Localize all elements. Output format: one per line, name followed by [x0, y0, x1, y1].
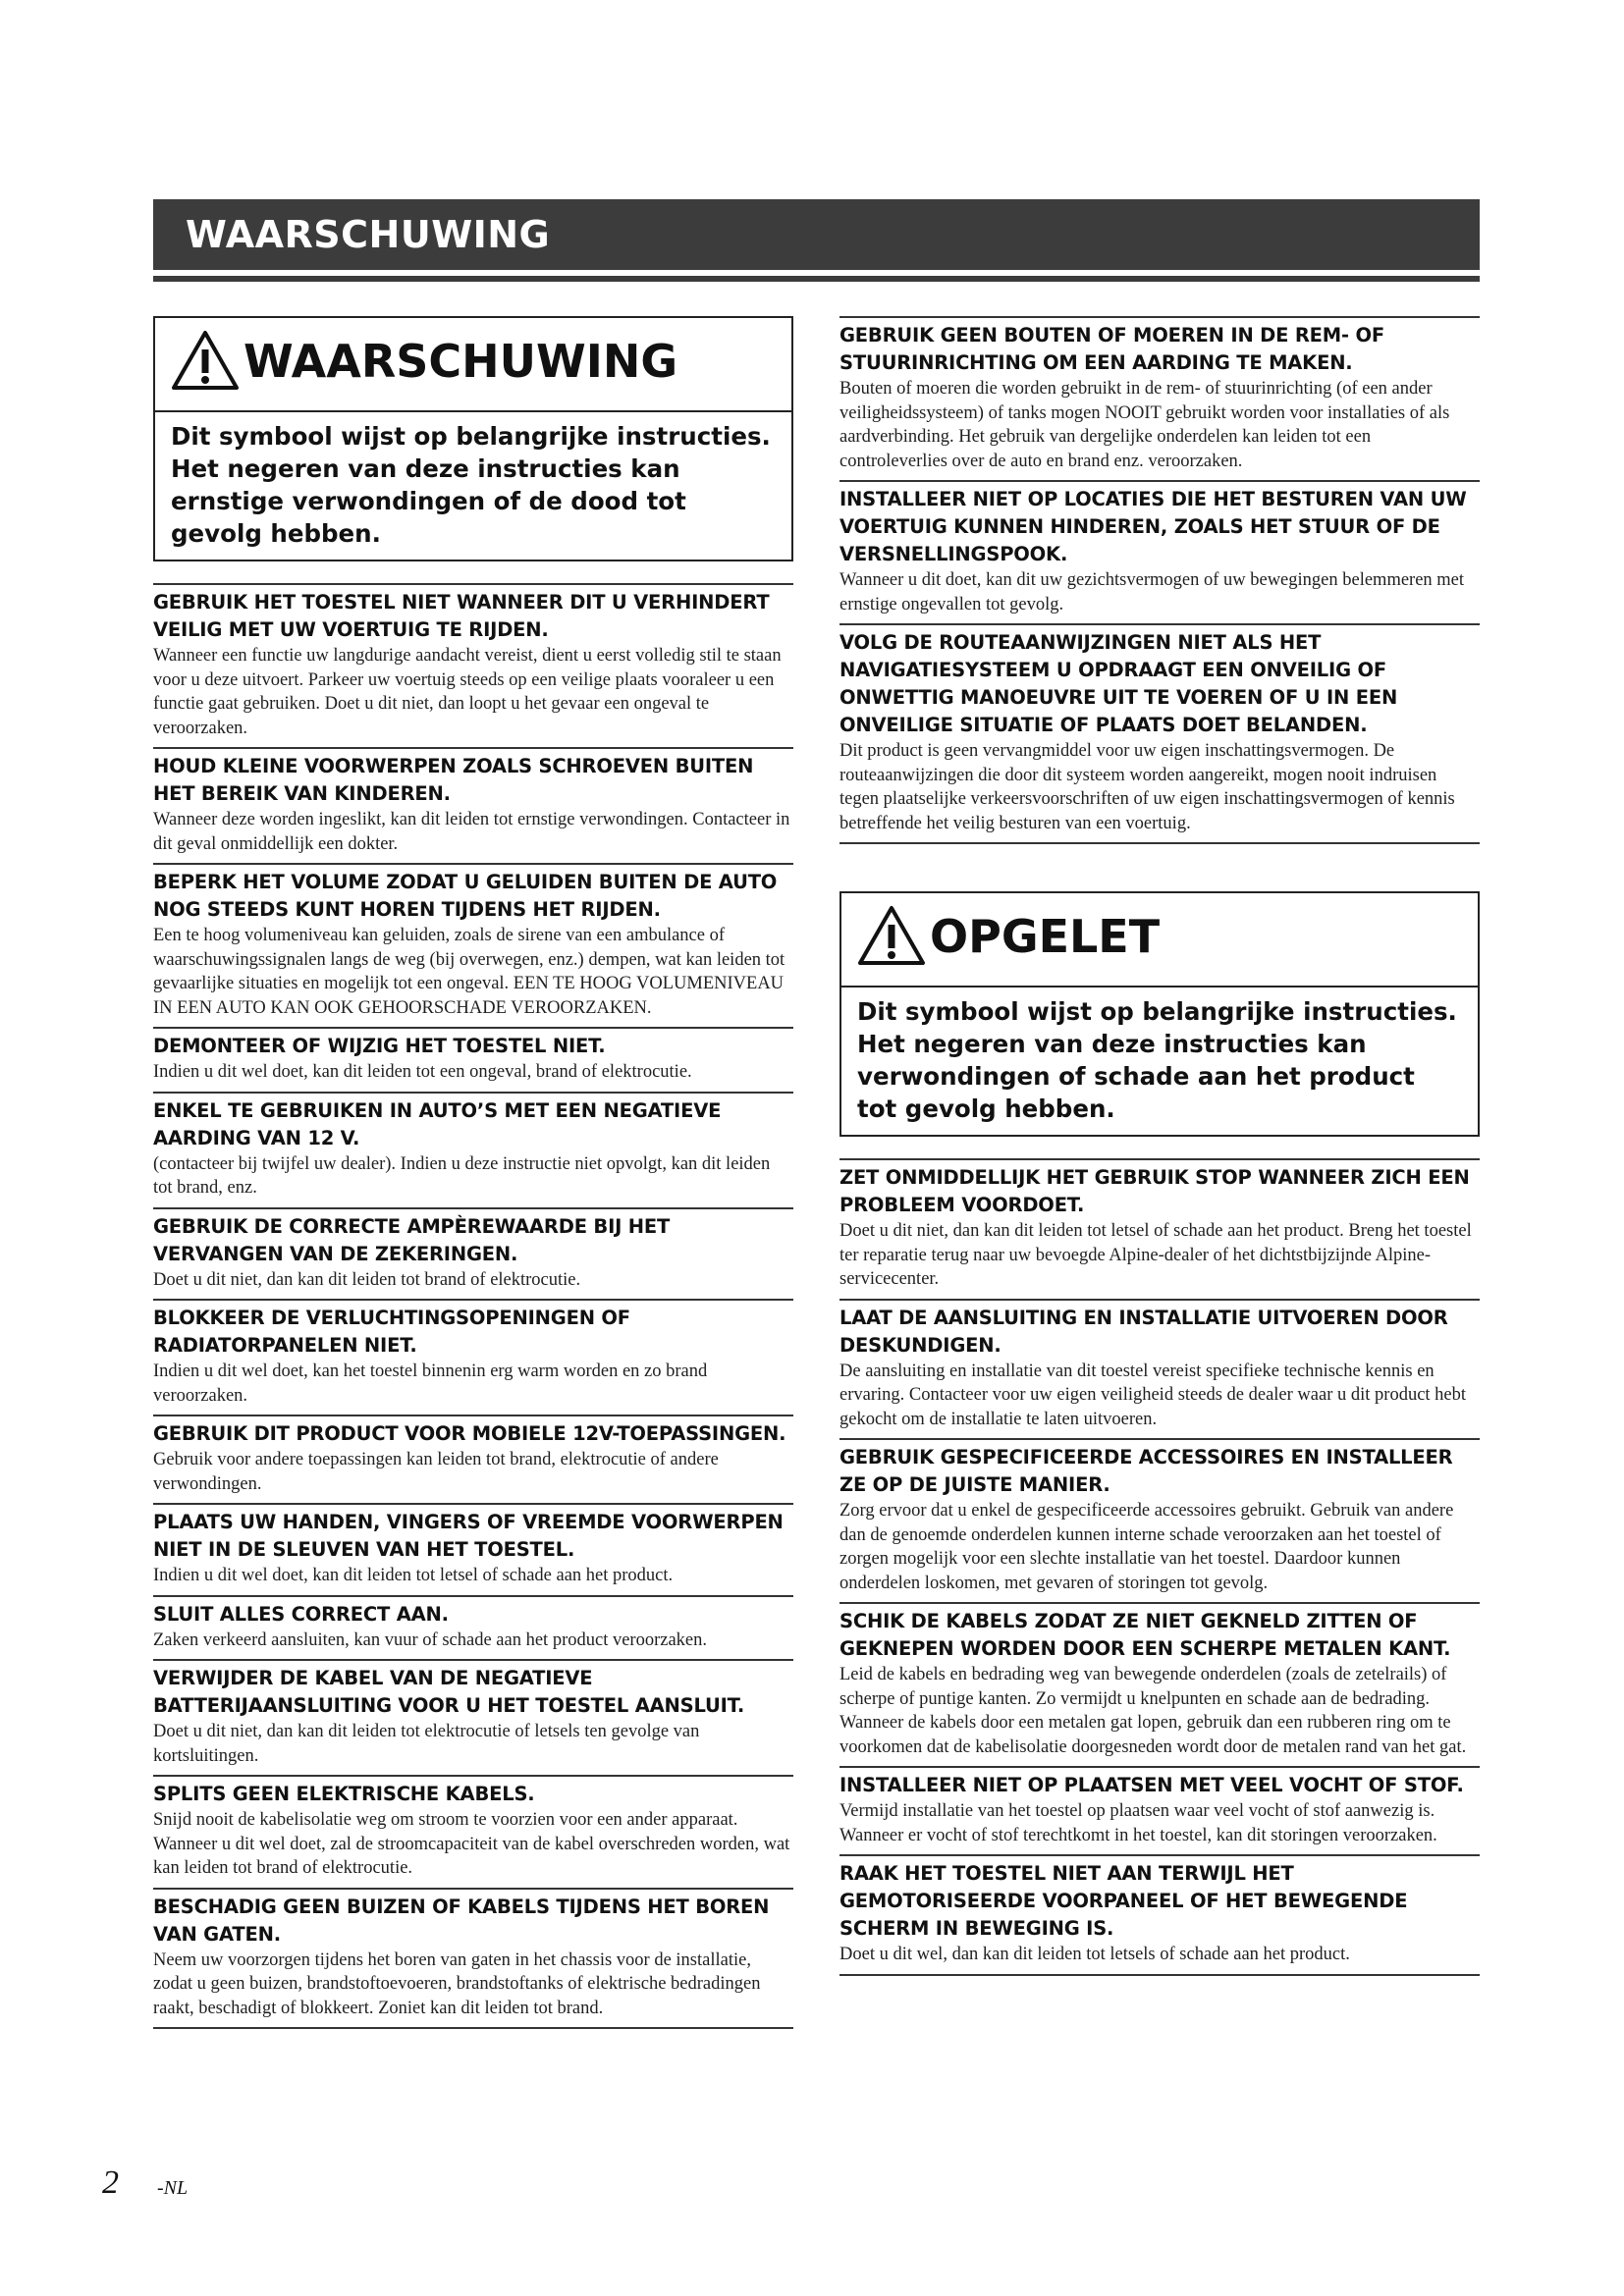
banner-rule: [153, 276, 1480, 282]
warning-triangle-icon: [171, 330, 240, 391]
safety-item-title: SCHIK DE KABELS ZODAT ZE NIET GEKNELD ZITTEN OF GEKNEPEN WORDEN DOOR EEN SCHERPE METALEN KANT.: [839, 1610, 1451, 1660]
safety-item-title: VOLG DE ROUTEAANWIJZINGEN NIET ALS HET NAVIGATIESYSTEEM U OPDRAAGT EEN ONVEILIG OF ONWETTIG MANOEUVRE UIT TE VOEREN OF U IN EEN ONVEILIGE SITUATIE OF PLAATS DOET BELANDEN.: [839, 631, 1398, 736]
safety-item-title: INSTALLEER NIET OP PLAATSEN MET VEEL VOCHT OF STOF.: [839, 1774, 1464, 1796]
warning-callout-title: WAARSCHUWING: [244, 335, 678, 388]
caution-callout: [839, 891, 1480, 1137]
safety-item-body: Indien u dit wel doet, kan het toestel binnenin erg warm worden en zo brand veroorzaken.: [153, 1362, 708, 1406]
safety-item-title: LAAT DE AANSLUITING EN INSTALLATIE UITVOEREN DOOR DESKUNDIGEN.: [839, 1306, 1448, 1357]
page-language-suffix: -NL: [157, 2177, 189, 2199]
safety-item: [839, 1299, 1480, 1439]
safety-item: [839, 623, 1480, 844]
caution-list: [839, 1158, 1480, 1976]
safety-item-title: VERWIJDER DE KABEL VAN DE NEGATIEVE BATTERIJAANSLUITING VOOR U HET TOESTEL AANSLUIT.: [153, 1667, 745, 1717]
safety-item-title: ZET ONMIDDELLIJK HET GEBRUIK STOP WANNEER ZICH EEN PROBLEEM VOORDOET.: [839, 1166, 1470, 1216]
safety-item: [839, 480, 1480, 623]
safety-item-body: Neem uw voorzorgen tijdens het boren van gaten in het chassis voor de installatie, zodat u geen buizen, brandstoftoevoeren, brandstoftanks of elektrische bedradingen raakt, beschadigt of blokkeert. Zoniet kan dit leiden tot brand.: [153, 1949, 761, 2018]
safety-item-title: PLAATS UW HANDEN, VINGERS OF VREEMDE VOORWERPEN NIET IN DE SLEUVEN VAN HET TOESTEL.: [153, 1511, 784, 1561]
safety-item-title: GEBRUIK DIT PRODUCT VOOR MOBIELE 12V-TOEPASSINGEN.: [153, 1422, 786, 1445]
safety-item-body: Indien u dit wel doet, kan dit leiden tot letsel of schade aan het product.: [153, 1566, 674, 1585]
safety-item: [839, 1766, 1480, 1854]
left-column: [153, 316, 793, 2029]
safety-item-title: BLOKKEER DE VERLUCHTINGSOPENINGEN OF RADIATORPANELEN NIET.: [153, 1307, 630, 1357]
safety-item-body: Wanneer een functie uw langdurige aandacht vereist, dient u eerst volledig stil te staan voor u deze uitvoert. Parkeer uw voertuig steeds op een veilige plaats vooraleer u een functie gaat gebruiken. Doet u dit niet, dan loopt u het gevaar een ongeval te veroorzaken.: [153, 646, 782, 738]
warning-callout-text: Dit symbool wijst op belangrijke instructies. Het negeren van deze instructies kan ernstige verwondingen of de dood tot gevolg hebben.: [155, 410, 791, 560]
warning-triangle-icon: [857, 905, 926, 966]
safety-item-title: GEBRUIK GEEN BOUTEN OF MOEREN IN DE REM- OF STUURINRICHTING OM EEN AARDING TE MAKEN.: [839, 324, 1384, 374]
safety-item-body: Snijd nooit de kabelisolatie weg om stroom te voorzien voor een ander apparaat. Wanneer u dit wel doet, zal de stroomcapaciteit van de kabel overschreden worden, wat kan leiden tot brand of elektrocutie.: [153, 1810, 790, 1878]
safety-item-title: SLUIT ALLES CORRECT AAN.: [153, 1602, 449, 1626]
safety-item-title: SPLITS GEEN ELEKTRISCHE KABELS.: [153, 1783, 535, 1805]
safety-item-title: DEMONTEER OF WIJZIG HET TOESTEL NIET.: [153, 1035, 606, 1057]
safety-item-title: RAAK HET TOESTEL NIET AAN TERWIJL HET GEMOTORISEERDE VOORPANEEL OF HET BEWEGENDE SCHERM IN BEWEGING IS.: [839, 1862, 1408, 1940]
safety-item: [153, 1415, 793, 1503]
safety-item: [153, 583, 793, 747]
page-banner: WAARSCHUWING: [153, 199, 1480, 270]
safety-item-body: Gebruik voor andere toepassingen kan leiden tot brand, elektrocutie of andere verwondingen.: [153, 1450, 719, 1494]
safety-item: [153, 1775, 793, 1888]
warning-callout-header: [155, 318, 791, 410]
safety-item: [153, 1092, 793, 1207]
right-warning-list: [839, 316, 1480, 844]
safety-item-body: Doet u dit niet, dan kan dit leiden tot elektrocutie of letsels ten gevolge van kortsluitingen.: [153, 1722, 700, 1766]
safety-item-title: BEPERK HET VOLUME ZODAT U GELUIDEN BUITEN DE AUTO NOG STEEDS KUNT HOREN TIJDENS HET RIJDEN.: [153, 871, 778, 921]
safety-item-title: BESCHADIG GEEN BUIZEN OF KABELS TIJDENS HET BOREN VAN GATEN.: [153, 1895, 770, 1946]
safety-item: [153, 1659, 793, 1775]
warning-callout: [153, 316, 793, 561]
safety-item: [153, 1595, 793, 1660]
caution-callout-text: Dit symbool wijst op belangrijke instructies. Het negeren van deze instructies kan verwondingen of schade aan het product tot gevolg hebben.: [841, 986, 1478, 1135]
right-column: [839, 316, 1480, 1976]
safety-item-body: Een te hoog volumeniveau kan geluiden, zoals de sirene van een ambulance of waarschuwingssignalen langs de weg (bij overwegen, enz.) dempen, wat kan leiden tot gevaarlijke situaties en mogelijk tot een ongeval. EEN TE HOOG VOLUMENIVEAU IN EEN AUTO KAN OOK GEHOORSCHADE VEROORZAKEN.: [153, 926, 785, 1018]
safety-item-body: (contacteer bij twijfel uw dealer). Indien u deze instructie niet opvolgt, kan dit leiden tot brand, enz.: [153, 1153, 771, 1198]
safety-item-body: Doet u dit niet, dan kan dit leiden tot letsel of schade aan het product. Breng het toestel ter reparatie terug naar uw bevoegde Alpine-dealer of het dichtstbijzijnde Alpine-servicecenter.: [839, 1221, 1472, 1289]
left-warning-list: [153, 583, 793, 2029]
safety-item: [153, 1207, 793, 1300]
safety-item-body: Zorg ervoor dat u enkel de gespecificeerde accessoires gebruikt. Gebruik van andere dan de genoemde onderdelen kunnen interne schade veroorzaken aan het toestel of zorgen mogelijk voor een slechte installatie van het toestel. Daardoor kunnen onderdelen loskomen, met gevaren of storingen tot gevolg.: [839, 1501, 1454, 1593]
safety-item-body: Indien u dit wel doet, kan dit leiden tot een ongeval, brand of elektrocutie.: [153, 1062, 692, 1082]
safety-item: [153, 1888, 793, 2030]
safety-item-body: Zaken verkeerd aansluiten, kan vuur of schade aan het product veroorzaken.: [153, 1629, 707, 1650]
caution-callout-title: OPGELET: [930, 910, 1161, 963]
page-number: 2: [102, 2164, 119, 2201]
safety-item: [153, 1299, 793, 1415]
safety-item-body: Wanneer u dit doet, kan dit uw gezichtsvermogen of uw bewegingen belemmeren met ernstige ongevallen tot gevolg.: [839, 570, 1465, 614]
caution-callout-header: [841, 893, 1478, 986]
safety-item-title: INSTALLEER NIET OP LOCATIES DIE HET BESTUREN VAN UW VOERTUIG KUNNEN HINDEREN, ZOALS HET STUUR OF DE VERSNELLINGSPOOK.: [839, 488, 1467, 565]
safety-item: [153, 1503, 793, 1595]
safety-item: [153, 863, 793, 1027]
safety-item-body: Vermijd installatie van het toestel op plaatsen waar veel vocht of stof aanwezig is. Wanneer er vocht of stof terechtkomt in het toestel, kan dit storingen veroorzaken.: [839, 1801, 1437, 1845]
safety-item-body: Wanneer deze worden ingeslikt, kan dit leiden tot ernstige verwondingen. Contacteer in dit geval onmiddellijk een dokter.: [153, 810, 790, 854]
safety-item: [153, 747, 793, 863]
safety-item: [839, 316, 1480, 480]
safety-item-title: GEBRUIK DE CORRECTE AMPÈREWAARDE BIJ HET VERVANGEN VAN DE ZEKERINGEN.: [153, 1214, 671, 1265]
safety-item-body: Bouten of moeren die worden gebruikt in de rem- of stuurinrichting (of een ander veiligheidssysteem) of tanks mogen NOOIT gebruikt worden voor installaties of als aardverbinding. Het gebruik van dergelijke onderdelen kan leiden tot een controleverlies over de auto en brand enz. veroorzaken.: [839, 379, 1450, 471]
safety-item: [839, 1602, 1480, 1766]
safety-item: [839, 1158, 1480, 1299]
safety-item: [839, 1438, 1480, 1602]
safety-item-body: Leid de kabels en bedrading weg van bewegende onderdelen (zoals de zetelrails) of scherpe of puntige kanten. Zo vermijdt u knelpunten en schade aan de bedrading. Wanneer de kabels door een metalen gat lopen, gebruik dan een rubberen ring om te voorkomen dat de kabelisolatie doorgesneden wordt door de metalen rand van het gat.: [839, 1665, 1467, 1757]
safety-item-body: Dit product is geen vervangmiddel voor uw eigen inschattingsvermogen. De routeaanwijzingen die door dit systeem worden aangereikt, mogen nooit indruisen tegen plaatselijke verkeersvoorschriften of uw eigen inschattingsvermogen of kennis betreffende het veilig besturen van een voertuig.: [839, 741, 1455, 833]
safety-item: [153, 1027, 793, 1092]
safety-item-body: Doet u dit niet, dan kan dit leiden tot brand of elektrocutie.: [153, 1269, 581, 1290]
safety-item-body: Doet u dit wel, dan kan dit leiden tot letsels of schade aan het product.: [839, 1945, 1350, 1964]
safety-item-body: De aansluiting en installatie van dit toestel vereist specifieke technische kennis en ervaring. Contacteer voor uw eigen veiligheid steeds de dealer waar u dit product hebt gekocht om de installatie te laten uitvoeren.: [839, 1361, 1467, 1429]
safety-item-title: GEBRUIK GESPECIFICEERDE ACCESSOIRES EN INSTALLEER ZE OP DE JUISTE MANIER.: [839, 1446, 1453, 1496]
safety-item: [839, 1854, 1480, 1976]
safety-item-title: HOUD KLEINE VOORWERPEN ZOALS SCHROEVEN BUITEN HET BEREIK VAN KINDEREN.: [153, 755, 754, 805]
safety-item-title: GEBRUIK HET TOESTEL NIET WANNEER DIT U VERHINDERT VEILIG MET UW VOERTUIG TE RIJDEN.: [153, 591, 770, 641]
safety-item-title: ENKEL TE GEBRUIKEN IN AUTO’S MET EEN NEGATIEVE AARDING VAN 12 V.: [153, 1098, 722, 1149]
